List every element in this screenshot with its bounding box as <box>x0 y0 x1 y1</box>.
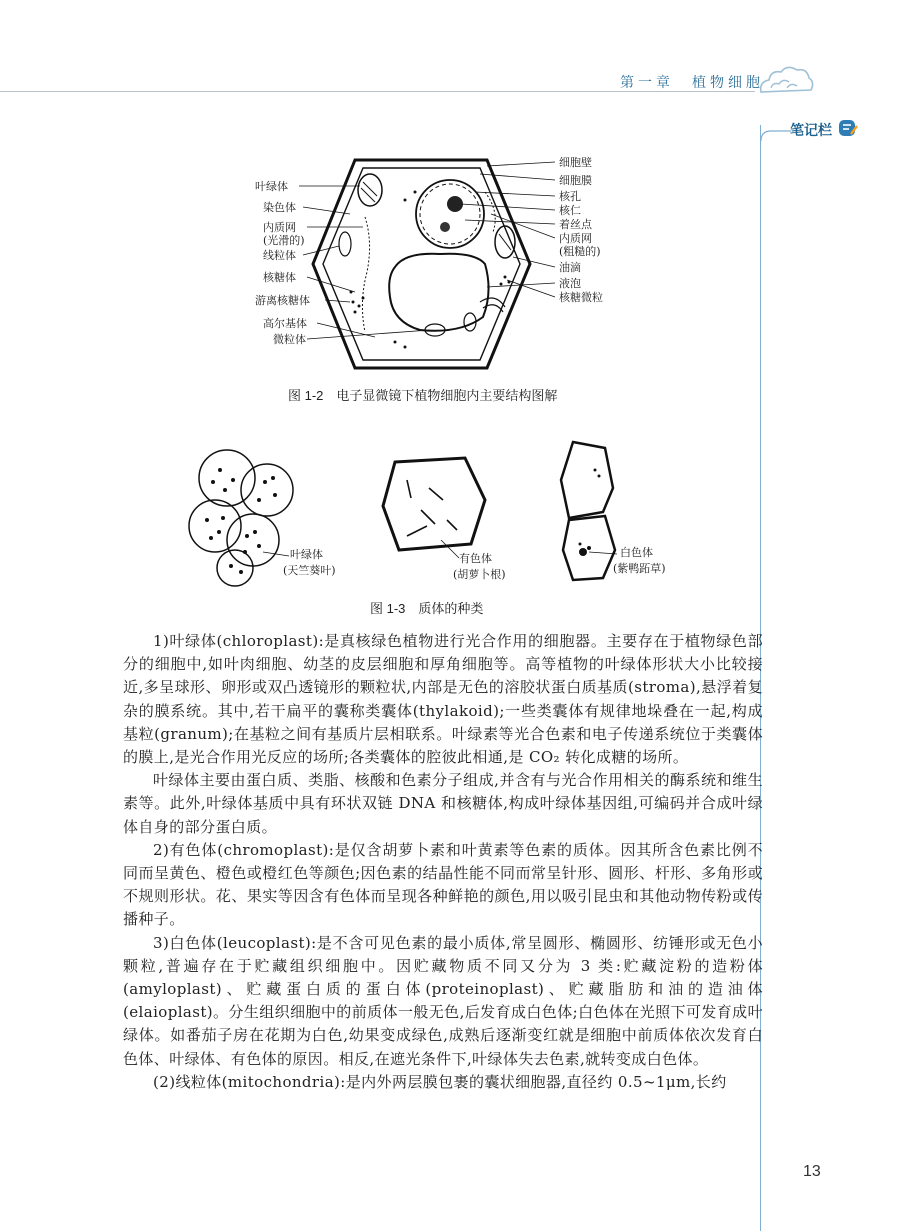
label-vacuole: 液泡 <box>559 277 581 290</box>
label-er-rough: 内质网 <box>559 232 592 245</box>
label-smooth: (光滑的) <box>263 234 305 247</box>
label-chromoplast-type: 有色体 <box>459 552 492 565</box>
figure-1-3-caption: 图 1-3 质体的种类 <box>370 601 484 616</box>
label-free-ribosome: 游离核糖体 <box>255 294 310 307</box>
chapter-title: 第一章 植物细胞 <box>620 75 764 91</box>
paragraph-leucoplast: 3)白色体(leucoplast):是不含可见色素的最小质体,常呈圆形、椭圆形、纺锤形或无色小颗粒,普遍存在于贮藏组织细胞中。因贮藏物质不同又分为 3 类:贮藏淀粉的造粉体(amyloplast)、贮藏蛋白质的蛋白体(proteinoplast)、贮藏脂肪和油的造油体(elaioplast)。分生组织细胞中的前质体一般无色,后发育成白色体;白色体在光照下可发育成叶绿体。如番茄子房在花期为白色,幼果变成绿色,成熟后逐渐变红就是细胞中前质体依次发育白色体、叶绿体、有色体的原因。相反,在遮光条件下,叶绿体失去色素,就转变成白色体。 <box>123 933 763 1068</box>
label-leucoplast-type: 白色体 <box>620 546 653 559</box>
label-chloroplast: 叶绿体 <box>255 180 288 193</box>
paragraph-chloroplast-composition: 叶绿体主要由蛋白质、类脂、核酸和色素分子组成,并含有与光合作用相关的酶系统和维生素等。此外,叶绿体基质中具有环状双链 DNA 和核糖体,构成叶绿体基因组,可编码并合成叶绿体自身的部分蛋白质。 <box>123 771 763 836</box>
notebook-icon <box>837 117 859 139</box>
body-text <box>123 630 763 1094</box>
label-microsome: 微粒体 <box>273 333 306 346</box>
note-label: 笔记栏 <box>790 123 832 139</box>
label-ribosome: 核糖体 <box>263 271 296 284</box>
label-leucoplast-source: (紫鸭跖草) <box>613 562 666 575</box>
label-cell-membrane: 细胞膜 <box>559 174 592 187</box>
label-chromosome: 染色体 <box>263 201 296 214</box>
label-mitochondria: 线粒体 <box>263 249 296 262</box>
paragraph-chromoplast: 2)有色体(chromoplast):是仅含胡萝卜素和叶黄素等色素的质体。因其所含色素比例不同而呈黄色、橙色或橙红色等颜色;因色素的结晶性能不同而常呈针形、圆形、杆形、多角形或不规则形状。花、果实等因含有色体而呈现各种鲜艳的颜色,用以吸引昆虫和其他动物传粉或传播种子。 <box>123 840 763 929</box>
label-er: 内质网 <box>263 221 296 234</box>
label-oil-drop: 油滴 <box>559 261 581 274</box>
label-rough: (粗糙的) <box>559 245 601 258</box>
label-chloroplast-type: 叶绿体 <box>290 548 323 561</box>
label-nucleolus: 核仁 <box>559 204 581 217</box>
figure-1-2-caption: 图 1-2 电子显微镜下植物细胞内主要结构图解 <box>288 388 558 403</box>
label-nuclear-pore: 核孔 <box>559 190 581 203</box>
chloroplast-cells <box>189 450 293 586</box>
figure-plant-cell-diagram <box>255 152 645 377</box>
label-centromere: 着丝点 <box>559 218 592 231</box>
label-chromoplast-source: (胡萝卜根) <box>453 568 506 581</box>
label-golgi: 高尔基体 <box>263 317 307 330</box>
paragraph-mitochondria: (2)线粒体(mitochondria):是内外两层膜包裹的囊状细胞器,直径约 0.5~1μm,长约 <box>153 1072 727 1091</box>
page-number: 13 <box>803 1163 821 1180</box>
label-cell-wall: 细胞壁 <box>559 156 592 169</box>
figure-plastid-types <box>185 440 705 590</box>
cloud-ornament-icon <box>757 60 817 100</box>
label-ribonucleoprotein: 核糖微粒 <box>559 291 603 304</box>
paragraph-chloroplast: 1)叶绿体(chloroplast):是真核绿色植物进行光合作用的细胞器。主要存在于植物绿色部分的细胞中,如叶肉细胞、幼茎的皮层细胞和厚角细胞等。高等植物的叶绿体形状大小比较接近,多呈球形、卵形或双凸透镜形的颗粒状,内部是无色的溶胶状蛋白质基质(stroma),悬浮着复杂的膜系统。其中,若干扁平的囊称类囊体(thylakoid);一些类囊体有规律地垛叠在一起,构成基粒(granum);在基粒之间有基质片层相联系。叶绿素等光合色素和电子传递系统位于类囊体的膜上,是光合作用光反应的场所;各类囊体的腔彼此相通,是 CO₂ 转化成糖的场所。 <box>123 632 763 767</box>
label-chloroplast-source: (天竺葵叶) <box>283 564 336 577</box>
